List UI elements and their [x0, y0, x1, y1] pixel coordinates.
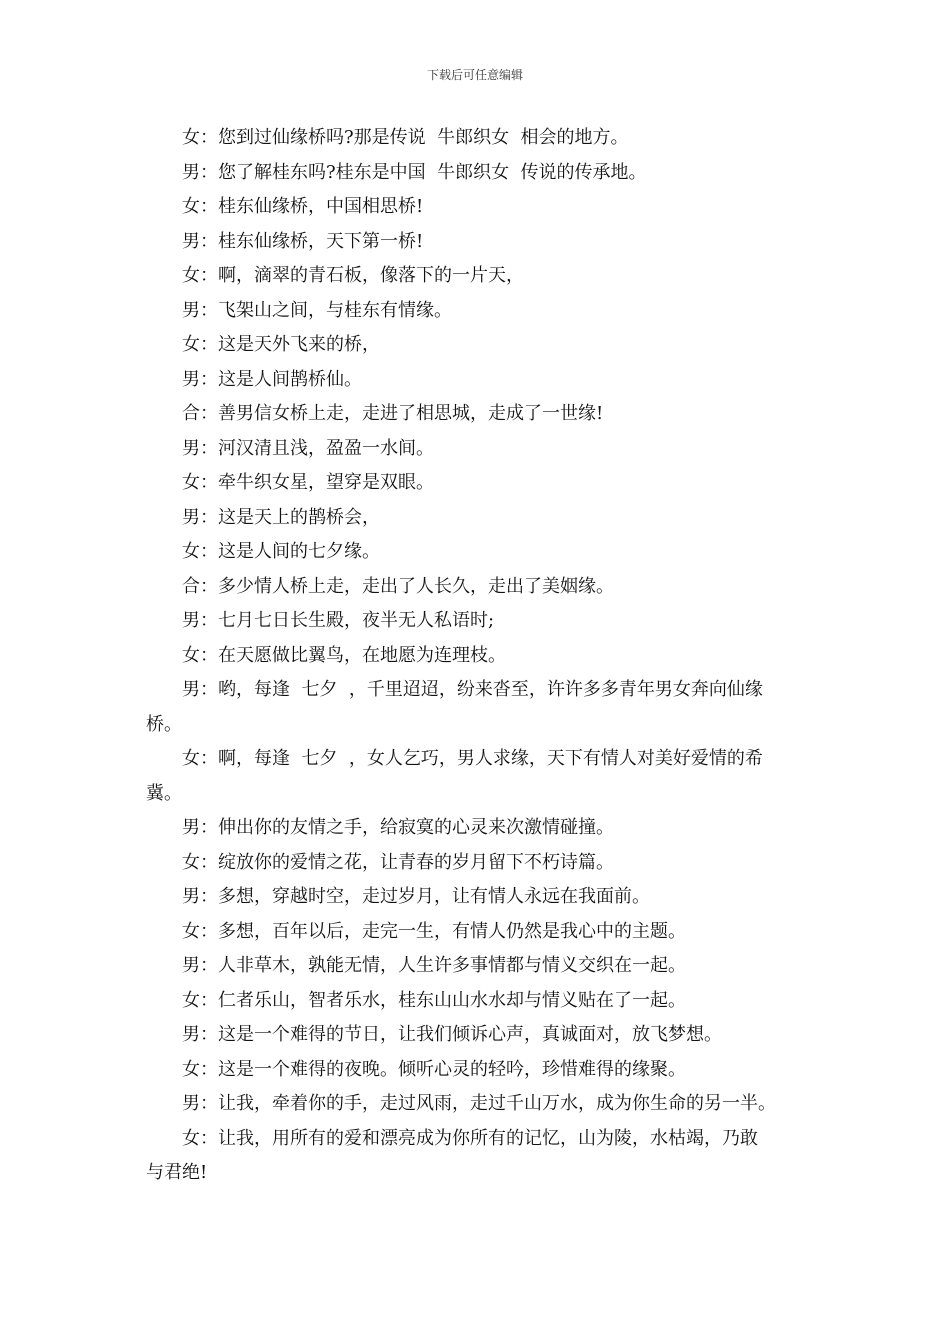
dialogue-line: 女：桂东仙缘桥，中国相思桥!: [182, 196, 424, 217]
dialogue-line: 男：多想，穿越时空，走过岁月，让有情人永远在我面前。: [182, 886, 650, 907]
dialogue-text: [146, 121, 812, 1191]
dialogue-line: 男：人非草木，孰能无情，人生许多事情都与情义交织在一起。: [182, 955, 686, 976]
dialogue-line-continuation: 与君绝!: [146, 1162, 208, 1183]
dialogue-line: 男：七月七日长生殿，夜半无人私语时;: [182, 610, 495, 631]
dialogue-line: 男：桂东仙缘桥，天下第一桥!: [182, 230, 424, 252]
dialogue-line: 女：这是人间的七夕缘。: [182, 541, 380, 562]
dialogue-line: 女：您到过仙缘桥吗?那是传说 牛郎织女 相会的地方。: [182, 127, 629, 148]
dialogue-line: 男：哟，每逢 七夕 ，千里迢迢，纷来沓至，许许多多青年男女奔向仙缘: [182, 679, 763, 700]
dialogue-line: 男：河汉清且浅，盈盈一水间。: [182, 437, 434, 459]
dialogue-line-continuation: 桥。: [146, 713, 182, 735]
dialogue-line: 女：这是天外飞来的桥，: [182, 334, 380, 355]
dialogue-line: 合：多少情人桥上走，走出了人长久，走出了美姻缘。: [182, 575, 614, 597]
dialogue-line: 女：绽放你的爱情之花，让青春的岁月留下不朽诗篇。: [182, 851, 614, 873]
dialogue-line: 女：在天愿做比翼鸟，在地愿为连理枝。: [182, 644, 506, 666]
dialogue-line: 女：这是一个难得的夜晚。倾听心灵的轻吟，珍惜难得的缘聚。: [182, 1058, 686, 1080]
dialogue-line: 男：飞架山之间，与桂东有情缘。: [182, 299, 452, 321]
dialogue-line: 女：啊，每逢 七夕 ，女人乞巧，男人求缘，天下有情人对美好爱情的希: [182, 748, 763, 769]
dialogue-line-continuation: 冀。: [146, 782, 182, 804]
page-header-note: 下载后可任意编辑: [426, 68, 523, 82]
dialogue-line: 女：仁者乐山，智者乐水，桂东山山水水却与情义贴在了一起。: [182, 989, 686, 1011]
dialogue-line: 女：多想，百年以后，走完一生，有情人仍然是我心中的主题。: [182, 920, 686, 942]
dialogue-line: 男：这是人间鹊桥仙。: [182, 368, 362, 390]
dialogue-line: 女：让我，用所有的爱和漂亮成为你所有的记忆，山为陵，水枯竭，乃敢: [182, 1127, 758, 1149]
dialogue-line: 合：善男信女桥上走，走进了相思城，走成了一世缘!: [182, 403, 604, 424]
dialogue-line: 男：伸出你的友情之手，给寂寞的心灵来次激情碰撞。: [182, 817, 614, 838]
dialogue-line: 女：啊，滴翠的青石板，像落下的一片天，: [182, 265, 524, 286]
dialogue-line: 男：让我，牵着你的手，走过风雨，走过千山万水，成为你生命的另一半。: [182, 1093, 776, 1114]
dialogue-line: 男：这是一个难得的节日，让我们倾诉心声，真诚面对，放飞梦想。: [182, 1024, 722, 1045]
dialogue-line: 男：您了解桂东吗?桂东是中国 牛郎织女 传说的传承地。: [182, 161, 647, 183]
dialogue-line: 女：牵牛织女星，望穿是双眼。: [182, 472, 434, 493]
dialogue-line: 男：这是天上的鹊桥会，: [182, 506, 380, 528]
